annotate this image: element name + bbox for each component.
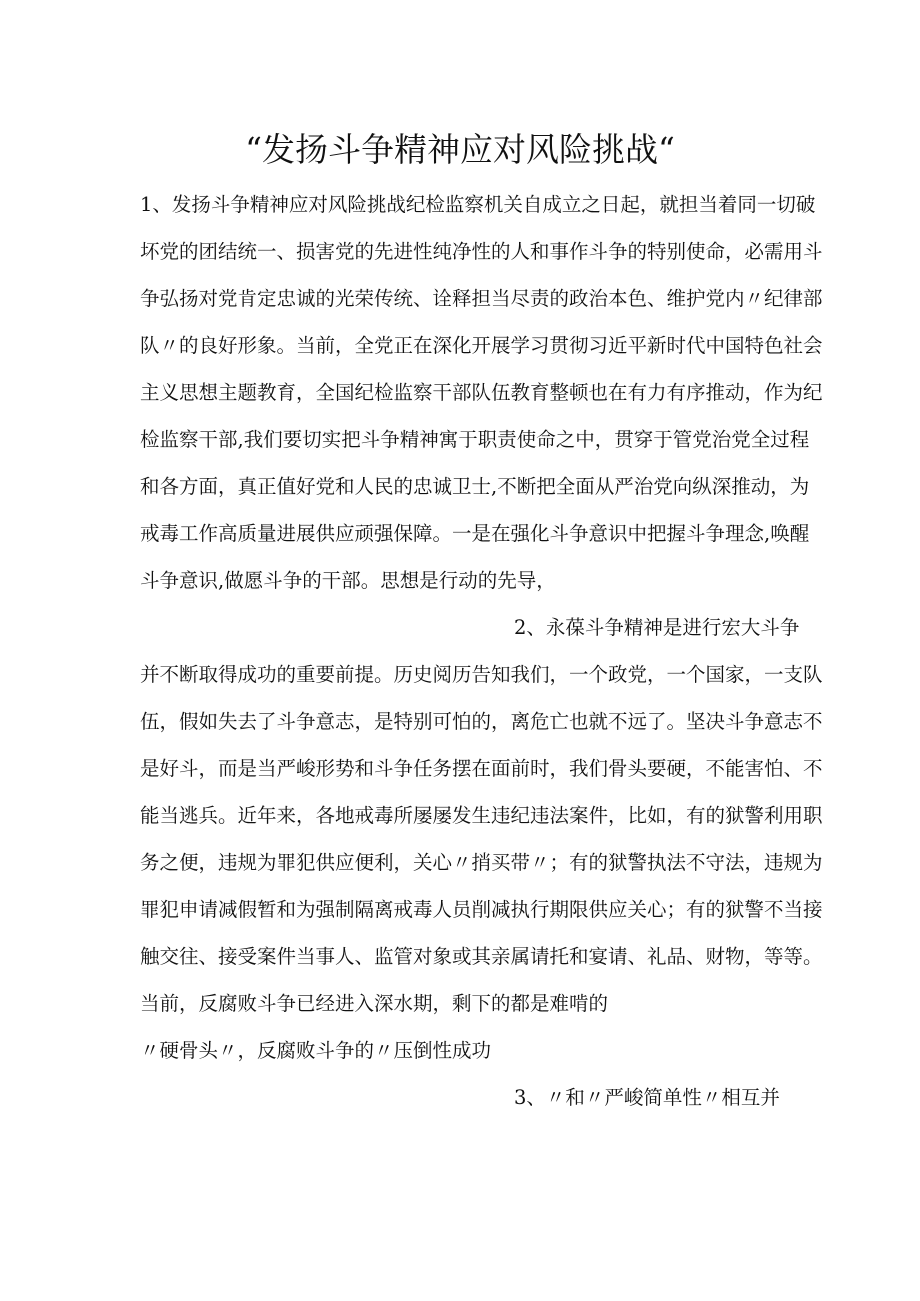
paragraph-line: 争弘扬对党肯定忠诚的光荣传统、诠释担当尽责的政治本色、维护党内〃纪律部 — [140, 287, 823, 310]
section-heading-line: 3、〃和〃严峻简单性〃相互并 — [514, 1086, 780, 1109]
paragraph-line: 检监察干部,我们要切实把斗争精神寓于职责使命之中，贯穿于管党治党全过程 — [140, 428, 810, 451]
paragraph-line: 斗争意识,做愿斗争的干部。思想是行动的先导， — [140, 569, 556, 592]
paragraph-line: 坏党的团结统一、损害党的先进性纯净性的人和事作斗争的特别使命，必需用斗 — [140, 240, 823, 263]
paragraph-line: 和各方面，真正值好党和人民的忠诚卫士,不断把全面从严治党向纵深推动，为 — [140, 475, 810, 498]
paragraph-line: 1、发扬斗争精神应对风险挑战纪检监察机关自成立之日起，就担当着同一切破 — [140, 193, 816, 216]
paragraph-line: 是好斗，而是当严峻形势和斗争任务摆在面前时，我们骨头要硬，不能害怕、不 — [140, 757, 823, 780]
paragraph-line: 触交往、接受案件当事人、监管对象或其亲属请托和宴请、礼品、财物，等等。 — [140, 945, 823, 968]
paragraph-line: 务之便，违规为罪犯供应便利，关心〃捎买带〃；有的狱警执法不守法，违规为 — [140, 851, 823, 874]
section-heading-line: 2、永葆斗争精神是进行宏大斗争 — [514, 616, 800, 639]
paragraph-line: 并不断取得成功的重要前提。历史阅历告知我们，一个政党，一个国家，一支队 — [140, 663, 823, 686]
paragraph-line: 戒毒工作高质量进展供应顽强保障。一是在强化斗争意识中把握斗争理念,唤醒 — [140, 522, 810, 545]
paragraph-line: 〃硬骨头〃，反腐败斗争的〃压倒性成功 — [140, 1039, 492, 1062]
paragraph-line: 伍，假如失去了斗争意志，是特别可怕的，离危亡也就不远了。坚决斗争意志不 — [140, 710, 823, 733]
document-title: “发扬斗争精神应对风险挑战“ — [245, 130, 675, 169]
paragraph-line: 队〃的良好形象。当前，全党正在深化开展学习贯彻习近平新时代中国特色社会 — [140, 334, 823, 357]
paragraph-line: 能当逃兵。近年来，各地戒毒所屡屡发生违纪违法案件，比如，有的狱警利用职 — [140, 804, 823, 827]
paragraph-line: 主义思想主题教育，全国纪检监察干部队伍教育整顿也在有力有序推动，作为纪 — [140, 381, 823, 404]
paragraph-line: 当前，反腐败斗争已经进入深水期，剩下的都是难啃的 — [140, 992, 609, 1015]
paragraph-line: 罪犯申请减假暂和为强制隔离戒毒人员削减执行期限供应关心；有的狱警不当接 — [140, 898, 823, 921]
